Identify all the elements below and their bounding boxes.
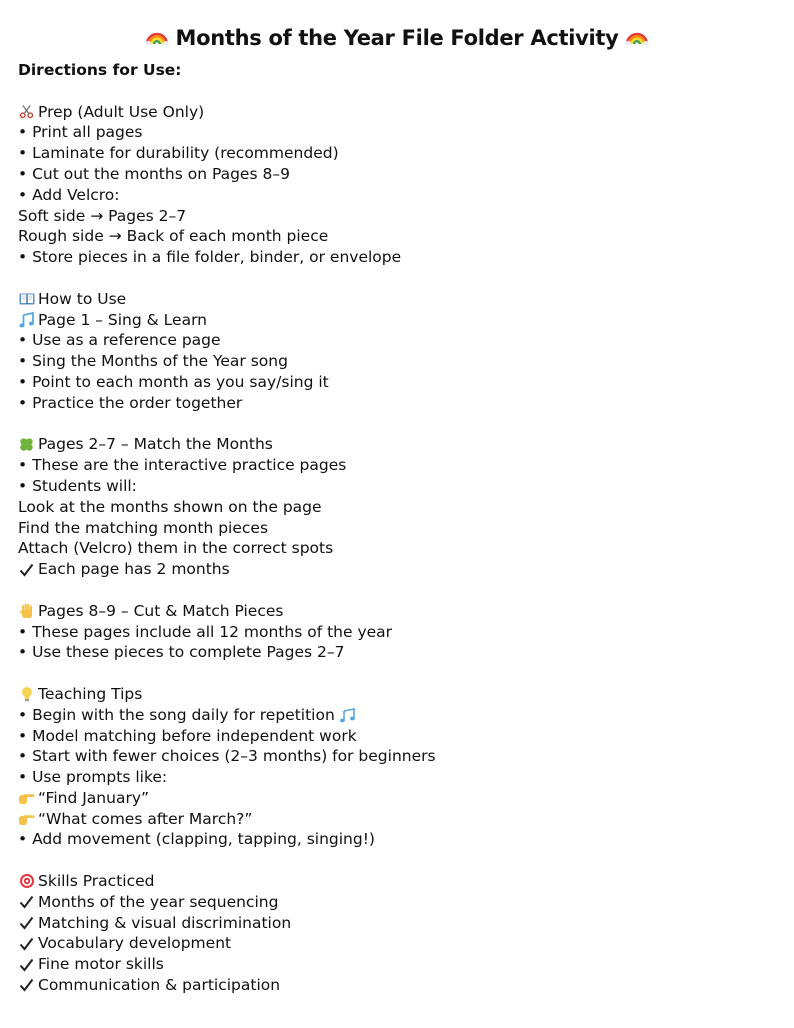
- check-mark-icon: [18, 915, 35, 932]
- skill-item: [18, 954, 778, 975]
- teaching-tips-heading-text: Teaching Tips: [38, 684, 143, 703]
- list-item: • Practice the order together: [18, 393, 243, 412]
- list-item: • Model matching before independent work: [18, 726, 357, 745]
- list-item-text: • Begin with the song daily for repetition: [18, 705, 335, 724]
- list-item: • These are the interactive practice pages: [18, 456, 347, 475]
- prompt-text: “What comes after March?”: [38, 809, 253, 828]
- list-item: • Use prompts like:: [18, 768, 168, 787]
- list-item: Rough side → Back of each month piece: [18, 227, 329, 246]
- list-item: • Point to each month as you say/sing it: [18, 372, 329, 391]
- prompt-item: [18, 809, 778, 830]
- list-item: • Store pieces in a file folder, binder, or envelope: [18, 248, 402, 267]
- spacer: [18, 81, 778, 102]
- spacer: [18, 414, 778, 435]
- check-mark-icon: [18, 561, 35, 578]
- rainbow-icon: [145, 26, 169, 50]
- skills-heading-text: Skills Practiced: [38, 872, 155, 891]
- skill-item-text: Vocabulary development: [38, 934, 232, 953]
- light-bulb-icon: [18, 686, 35, 703]
- skill-item: [18, 975, 778, 996]
- page-title: [0, 26, 794, 50]
- check-mark-icon: [18, 977, 35, 994]
- page1-heading: [18, 310, 778, 331]
- list-item: • These pages include all 12 months of the year: [18, 622, 393, 641]
- puzzle-piece-icon: [18, 436, 35, 453]
- list-item: • Use these pieces to complete Pages 2–7: [18, 643, 345, 662]
- spacer: [18, 850, 778, 871]
- list-item: • Students will:: [18, 476, 137, 495]
- skill-item-text: Communication & participation: [38, 976, 281, 995]
- list-item: • Use as a reference page: [18, 331, 221, 350]
- spacer: [18, 663, 778, 684]
- how-to-use-heading: [18, 289, 778, 310]
- list-item: • Sing the Months of the Year song: [18, 352, 288, 371]
- list-item: [18, 705, 778, 726]
- open-book-icon: [18, 291, 35, 308]
- prompt-item: [18, 788, 778, 809]
- list-item: Soft side → Pages 2–7: [18, 206, 187, 225]
- skill-item: [18, 892, 778, 913]
- list-item: Look at the months shown on the page: [18, 497, 322, 516]
- skill-item-text: Matching & visual discrimination: [38, 913, 292, 932]
- scissors-icon: [18, 103, 35, 120]
- spacer: [18, 580, 778, 601]
- raised-hand-icon: [18, 603, 35, 620]
- prep-heading: [18, 102, 778, 123]
- skills-heading: [18, 871, 778, 892]
- pages-8-9-heading-text: Pages 8–9 – Cut & Match Pieces: [38, 601, 284, 620]
- list-item: • Add Velcro:: [18, 185, 120, 204]
- pages-2-7-heading-text: Pages 2–7 – Match the Months: [38, 435, 273, 454]
- pages-8-9-heading: [18, 601, 778, 622]
- list-item: • Start with fewer choices (2–3 months) for beginners: [18, 747, 436, 766]
- spacer: [18, 268, 778, 289]
- directions-heading: Directions for Use:: [18, 61, 182, 79]
- check-mark-icon: [18, 956, 35, 973]
- list-item: • Cut out the months on Pages 8–9: [18, 164, 290, 183]
- check-item-text: Each page has 2 months: [38, 560, 230, 579]
- list-item: Find the matching month pieces: [18, 518, 269, 537]
- music-note-icon: [18, 311, 35, 328]
- list-item: • Add movement (clapping, tapping, singing!): [18, 830, 375, 849]
- teaching-tips-heading: [18, 684, 778, 705]
- skill-item-text: Months of the year sequencing: [38, 892, 279, 911]
- list-item: • Print all pages: [18, 123, 143, 142]
- page1-heading-text: Page 1 – Sing & Learn: [38, 310, 207, 329]
- list-item: • Laminate for durability (recommended): [18, 144, 339, 163]
- skill-item-text: Fine motor skills: [38, 955, 164, 974]
- check-item: [18, 559, 778, 580]
- directions-content: [18, 60, 778, 996]
- list-item: Attach (Velcro) them in the correct spots: [18, 539, 334, 558]
- pages-2-7-heading: [18, 434, 778, 455]
- page-title-text: Months of the Year File Folder Activity: [175, 26, 619, 50]
- check-mark-icon: [18, 935, 35, 952]
- pointing-hand-icon: [18, 790, 35, 807]
- rainbow-icon: [625, 26, 649, 50]
- how-to-use-heading-text: How to Use: [38, 289, 127, 308]
- check-mark-icon: [18, 894, 35, 911]
- skill-item: [18, 933, 778, 954]
- skill-item: [18, 913, 778, 934]
- target-icon: [18, 873, 35, 890]
- prep-heading-text: Prep (Adult Use Only): [38, 102, 205, 121]
- music-notes-icon: [339, 706, 357, 724]
- prompt-text: “Find January”: [38, 788, 150, 807]
- pointing-hand-icon: [18, 811, 35, 828]
